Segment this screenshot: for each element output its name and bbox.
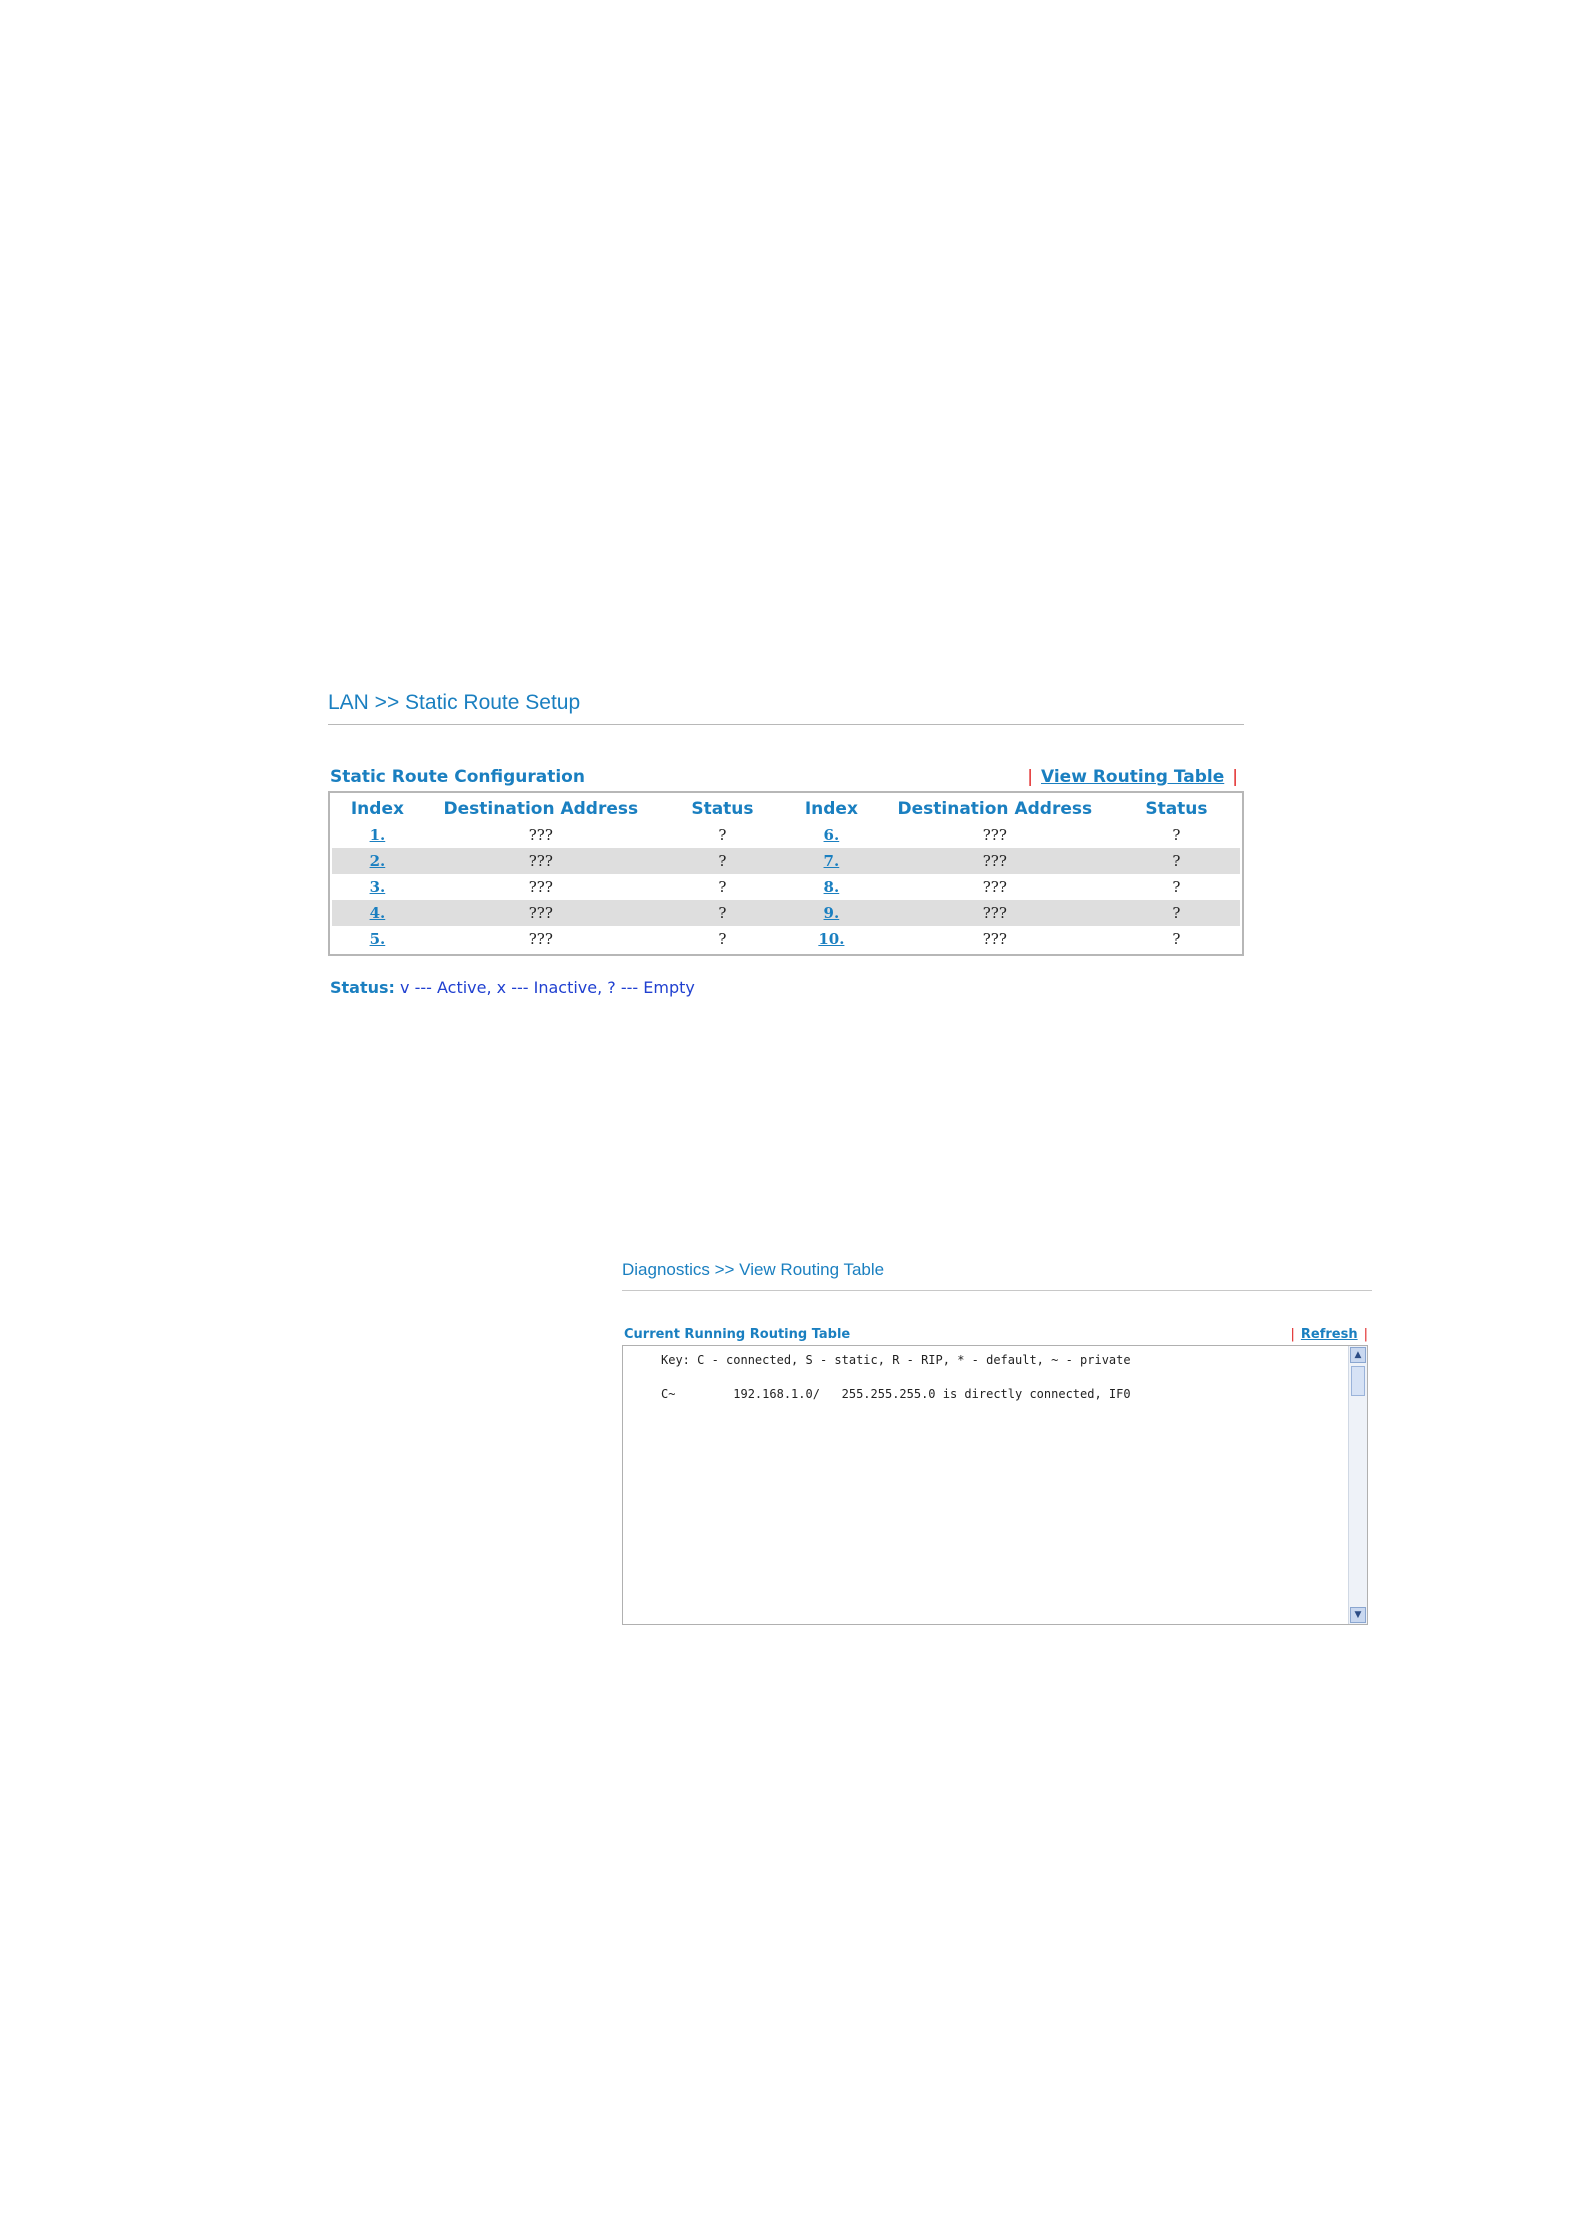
route-index-link[interactable]: 1. <box>369 826 386 844</box>
status-cell: ? <box>718 930 727 948</box>
route-index-link[interactable]: 3. <box>369 878 386 896</box>
diagnostics-section-header <box>622 1315 1372 1345</box>
table-row <box>332 926 1240 952</box>
refresh-link[interactable]: Refresh <box>1300 1327 1358 1342</box>
index-cell <box>332 822 423 848</box>
status-cell: ? <box>718 878 727 896</box>
destination-cell: ??? <box>982 930 1007 948</box>
status-cell: ? <box>1172 878 1181 896</box>
routing-table-content <box>661 1352 1131 1403</box>
column-header-status: Status <box>1145 798 1208 819</box>
destination-cell: ??? <box>423 900 659 926</box>
route-index-link[interactable]: 9. <box>823 904 840 922</box>
route-index-link[interactable]: 6. <box>823 826 840 844</box>
title-divider <box>328 724 1244 725</box>
routing-table-title: Current Running Routing Table <box>624 1327 851 1342</box>
route-index-link[interactable]: 4. <box>369 904 386 922</box>
scroll-thumb[interactable] <box>1351 1366 1365 1396</box>
index-cell <box>786 926 877 952</box>
index-cell <box>332 926 423 952</box>
status-cell: ? <box>1172 826 1181 844</box>
status-cell: ? <box>1113 900 1240 926</box>
routing-table-textarea[interactable] <box>622 1345 1368 1625</box>
index-cell <box>786 822 877 848</box>
destination-cell: ??? <box>877 900 1113 926</box>
view-routing-table-link[interactable]: View Routing Table <box>1041 767 1225 787</box>
index-cell <box>332 874 423 900</box>
legend-label: Status: <box>330 978 395 997</box>
static-route-table-box <box>328 791 1244 956</box>
status-cell: ? <box>1113 848 1240 874</box>
status-legend <box>328 978 1244 997</box>
destination-cell: ??? <box>982 878 1007 896</box>
route-index-link[interactable]: 10. <box>818 930 845 948</box>
header-links: | View Routing Table | <box>1027 767 1238 787</box>
section-header <box>328 751 1244 791</box>
column-header-destination: Destination Address <box>897 798 1093 819</box>
vertical-scrollbar[interactable] <box>1348 1346 1367 1624</box>
diagnostics-panel <box>622 1254 1372 1625</box>
route-index-link[interactable]: 5. <box>369 930 386 948</box>
destination-cell: ??? <box>528 930 553 948</box>
destination-cell: ??? <box>528 826 553 844</box>
route-index-link[interactable]: 7. <box>823 852 840 870</box>
table-row <box>332 900 1240 926</box>
column-header-index: Index <box>804 798 858 819</box>
destination-cell: ??? <box>528 878 553 896</box>
static-route-panel <box>328 684 1244 997</box>
index-cell <box>332 848 423 874</box>
column-header-destination: Destination Address <box>443 798 639 819</box>
destination-cell: ??? <box>877 848 1113 874</box>
static-route-table <box>332 795 1240 952</box>
legend-text: v --- Active, x --- Inactive, ? --- Empty <box>400 978 695 997</box>
index-cell <box>786 900 877 926</box>
scroll-up-arrow-icon[interactable]: ▲ <box>1350 1347 1366 1363</box>
table-row <box>332 822 1240 848</box>
page-title: LAN >> Static Route Setup <box>328 691 581 714</box>
table-row <box>332 848 1240 874</box>
column-header-status: Status <box>691 798 754 819</box>
status-cell: ? <box>659 900 786 926</box>
routing-key-line: Key: C - connected, S - static, R - RIP, * - default, ~ - private <box>661 1353 1131 1367</box>
status-cell: ? <box>659 848 786 874</box>
section-title: Static Route Configuration <box>330 767 585 787</box>
diagnostics-header-links: | Refresh | <box>1290 1327 1368 1342</box>
destination-cell: ??? <box>982 826 1007 844</box>
index-cell <box>786 874 877 900</box>
routing-entry-line: C~ 192.168.1.0/ 255.255.255.0 is directly connected, IF0 <box>661 1387 1131 1401</box>
table-row <box>332 874 1240 900</box>
index-cell <box>332 900 423 926</box>
index-cell <box>786 848 877 874</box>
route-index-link[interactable]: 2. <box>369 852 386 870</box>
scroll-down-arrow-icon[interactable]: ▼ <box>1350 1607 1366 1623</box>
diagnostics-title: Diagnostics >> View Routing Table <box>622 1260 885 1279</box>
status-cell: ? <box>718 826 727 844</box>
column-header-index: Index <box>350 798 404 819</box>
destination-cell: ??? <box>423 848 659 874</box>
route-index-link[interactable]: 8. <box>823 878 840 896</box>
status-cell: ? <box>1172 930 1181 948</box>
table-header-row <box>332 795 1240 822</box>
diagnostics-divider <box>622 1290 1372 1291</box>
